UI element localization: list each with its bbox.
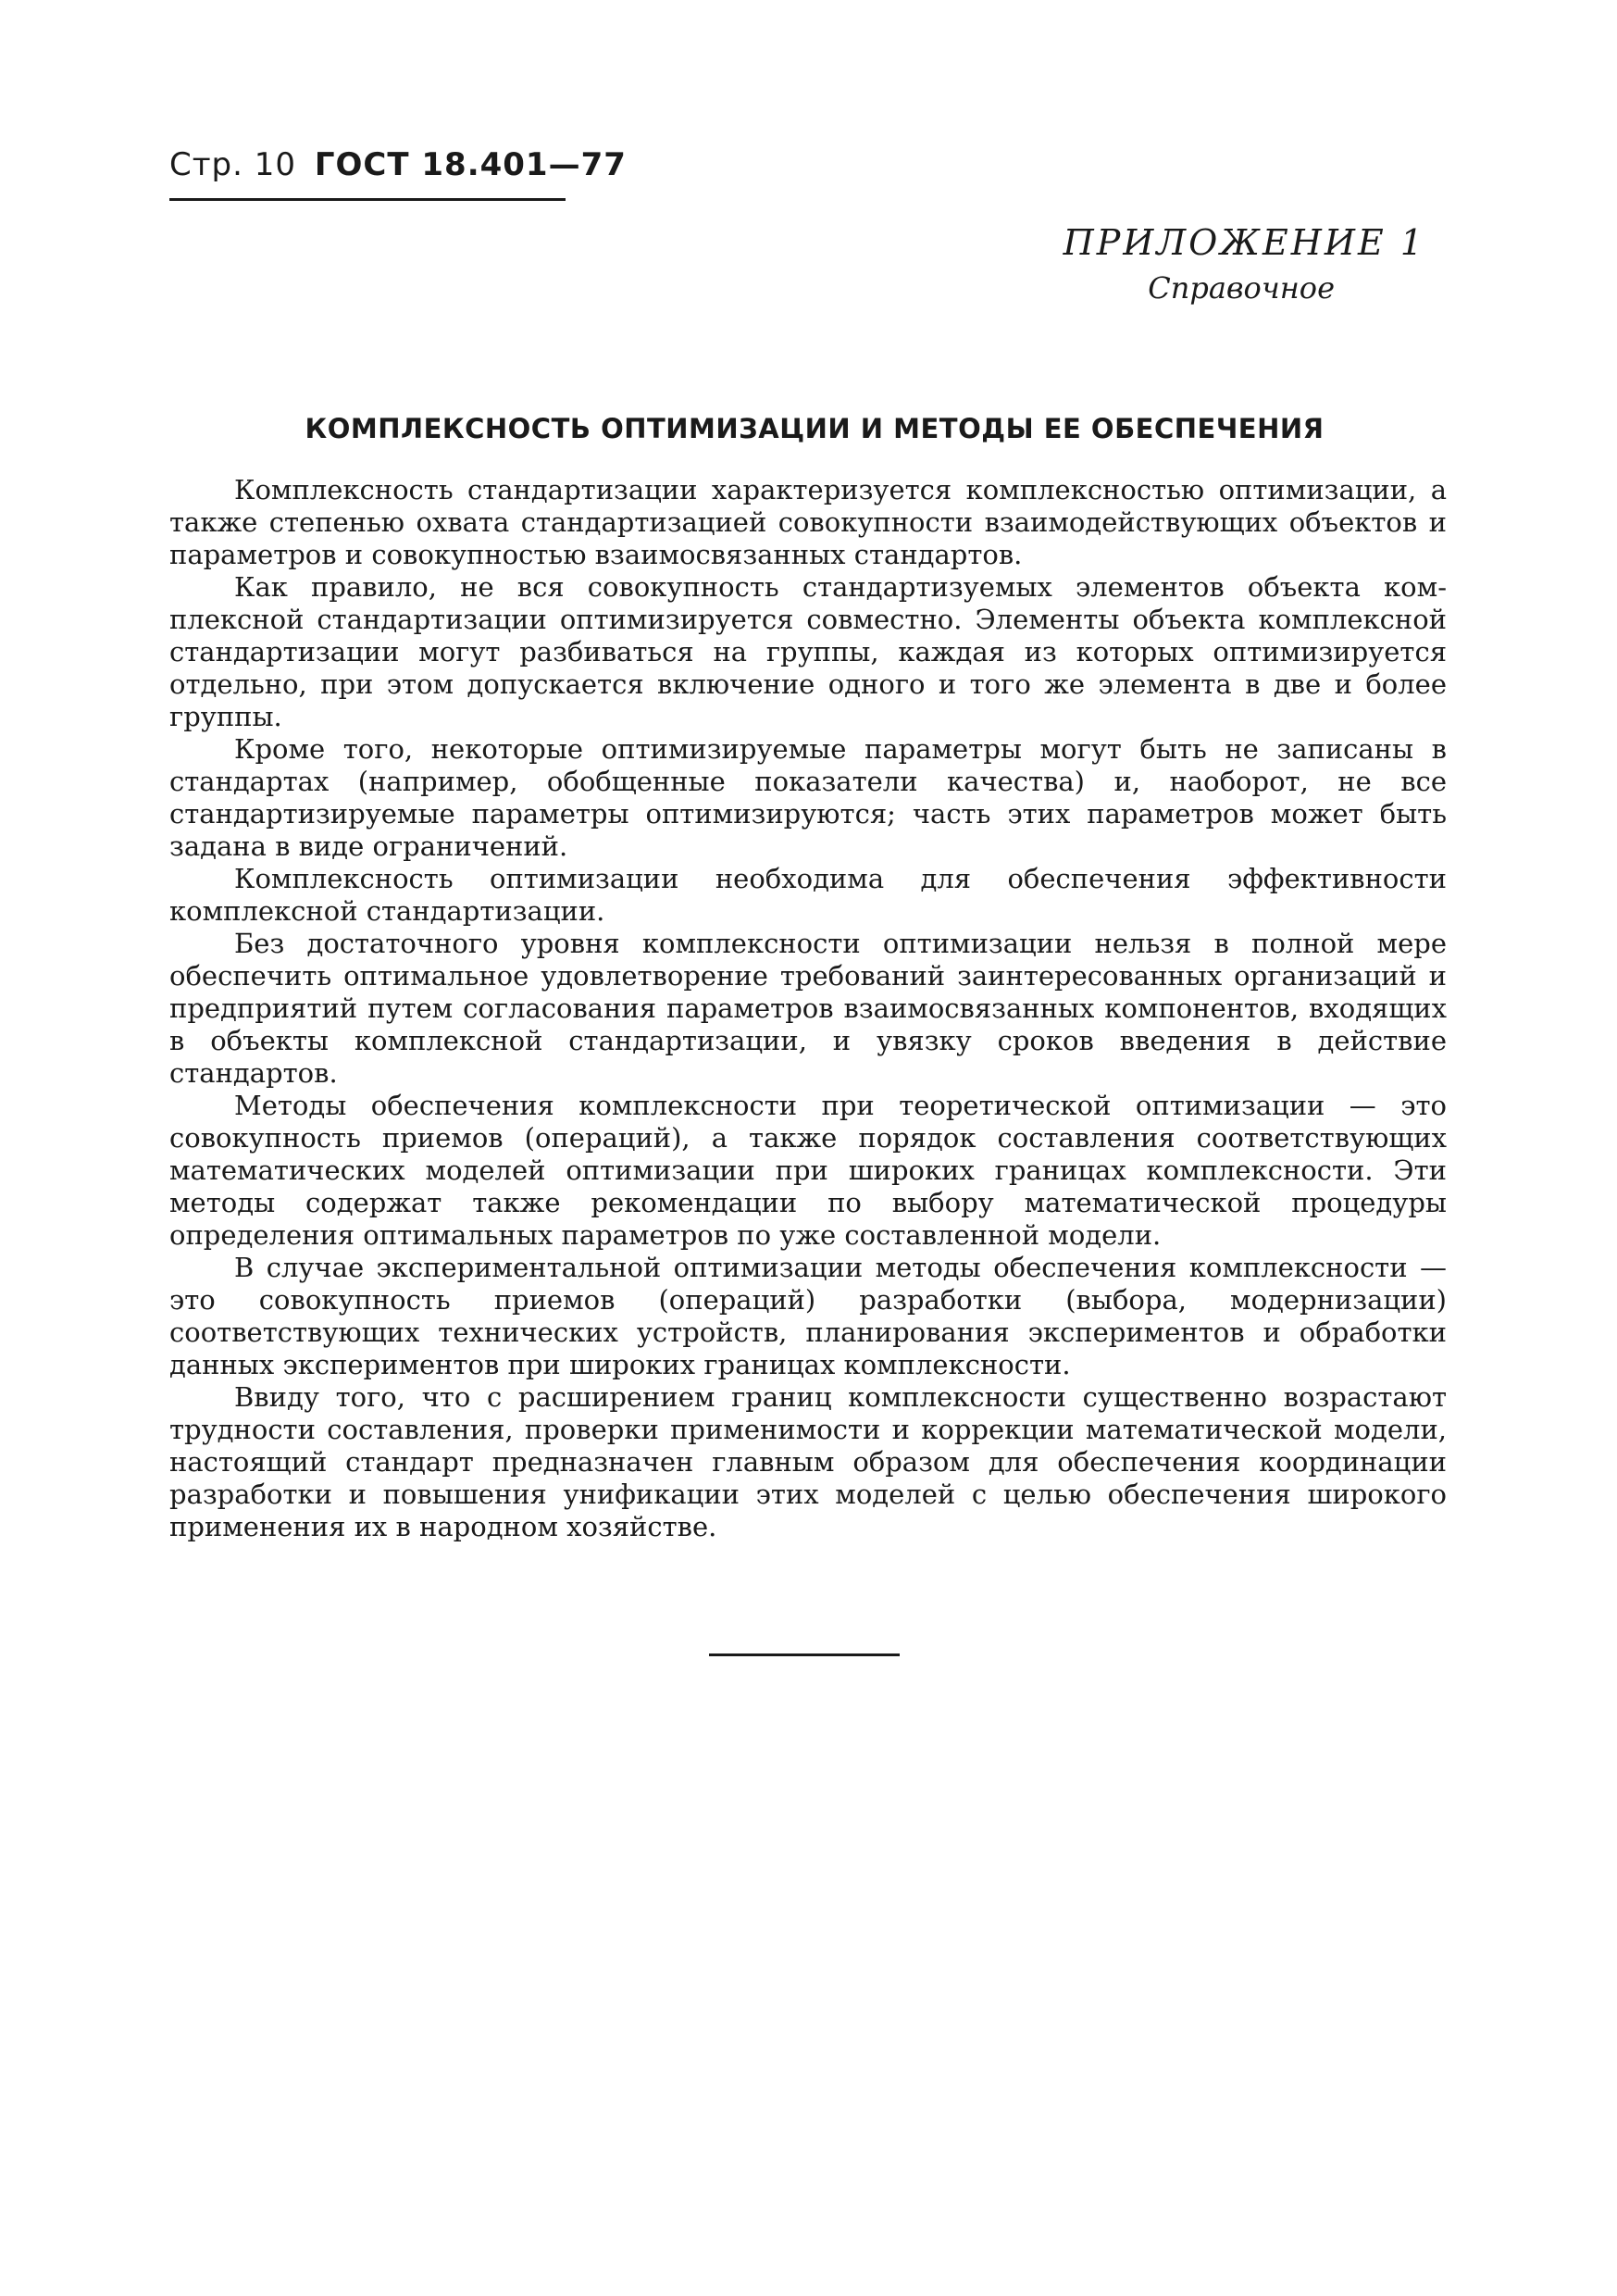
appendix-type: Справочное [1148, 270, 1335, 306]
paragraph: Методы обеспечения комплексности при теоретической оптимизации — это совокупность приемов (операций), а также порядок составления соответствующих математических моделей оптимизации при широких границах комплексности. Эти методы содержат также рекомендации по выбору математической процедуры определения оптимальных параметров по уже составленной модели. [169, 1090, 1447, 1251]
paragraph: Кроме того, некоторые оптимизируемые параметры могут быть не записаны в стандартах (например, обобщенные показатели качества) и, наоборот, не все стандартизируемые параметры оптимизируются; часть этих параметров может быть задана в виде ограничений. [169, 733, 1447, 862]
paragraph: Ввиду того, что с расширением границ комплексности существенно возрастают трудности составления, проверки применимости и коррекции математической модели, настоящий стандарт предназначен главным образом для обеспечения координации разработки и повышения унификации этих моделей с целью обеспечения широкого применения их в народном хозяйстве. [169, 1381, 1447, 1542]
body-text [169, 474, 1447, 1543]
appendix-label: ПРИЛОЖЕНИЕ 1 [1063, 222, 1425, 263]
section-title: КОМПЛЕКСНОСТЬ ОПТИМИЗАЦИИ И МЕТОДЫ ЕЕ ОБЕСПЕЧЕНИЯ [305, 413, 1325, 444]
page-number: Стр. 10 [169, 146, 297, 183]
paragraph: Комплексность оптимизации необходима для обеспечения эффективности комплексной стандартизации. [169, 863, 1447, 927]
standard-number: ГОСТ 18.401—77 [314, 146, 627, 183]
page-header [169, 146, 627, 183]
paragraph: Без достаточного уровня комплексности оптимизации нельзя в полной мере обеспечить оптимальное удовлетворение требований заинтересованных организаций и предприятий путем согласования параметров взаимосвязанных компонентов, входящих в объекты комплексной стандартизации, и увязку сроков введения в действие стандартов. [169, 928, 1447, 1089]
paragraph: В случае экспериментальной оптимизации методы обеспечения комплексности — это совокупность приемов (операций) разработки (выбора, модернизации) соответствующих технических устройств, планирования экспериментов и обработки данных экспериментов при широких границах комплексности. [169, 1252, 1447, 1380]
end-divider [709, 1653, 900, 1656]
paragraph: Комплексность стандартизации характеризуется комплексностью оптимизации, а также степенью охвата стандартизацией совокупности взаимодействующих объектов и параметров и совокупностью взаимосвязанных стандартов. [169, 474, 1447, 570]
header-divider [169, 198, 566, 201]
paragraph: Как правило, не вся совокупность стандартизуемых элементов объекта комплексной стандартизации оптимизируется совместно. Элементы объекта комплексной стандартизации могут разбиваться на группы, каждая из которых оптимизируется отдельно, при этом допускается включение одного и того же элемента в две и более группы. [169, 571, 1447, 732]
